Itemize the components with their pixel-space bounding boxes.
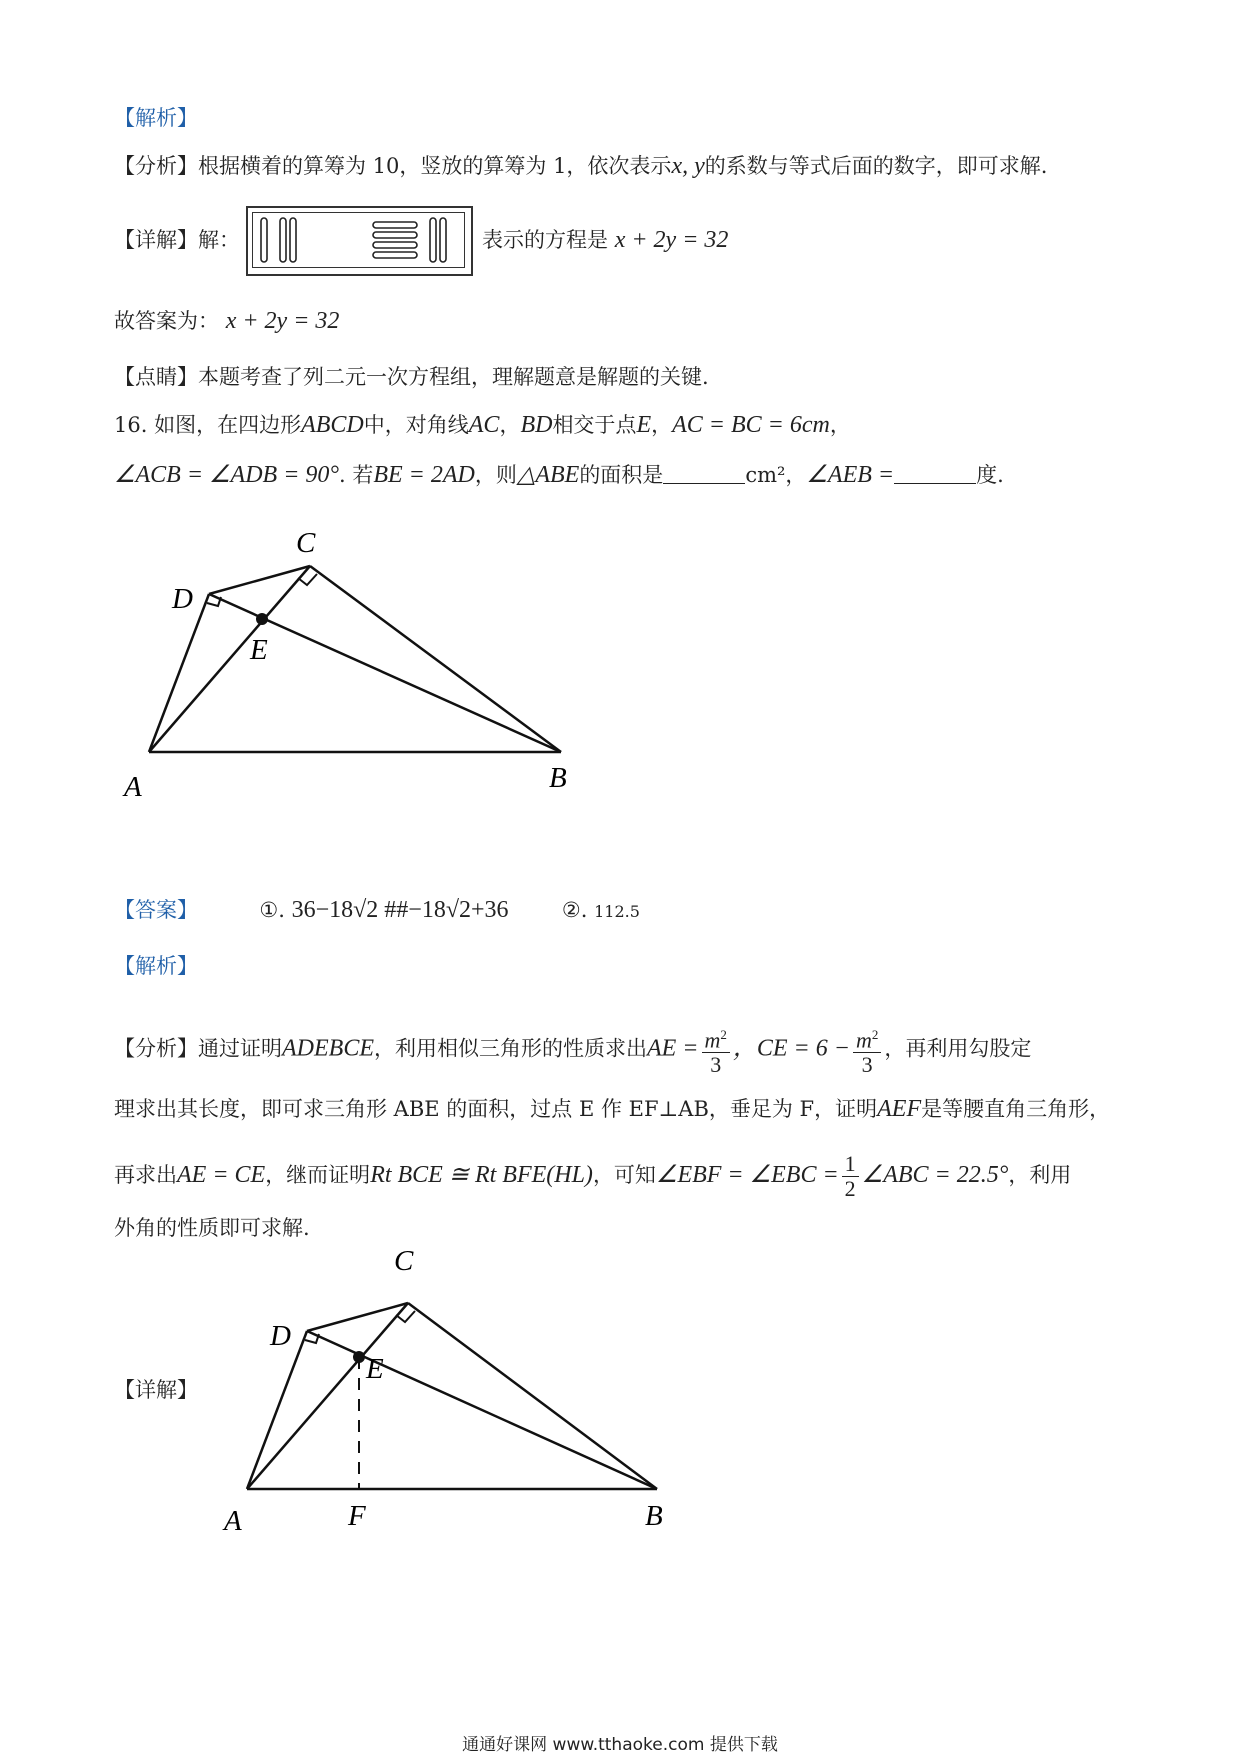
q16-unit2: 度. <box>976 463 1004 487</box>
rod-equation: x + 2y = 32 <box>614 227 729 253</box>
answer-prefix: 故答案为： <box>114 309 219 333</box>
q16-text: 的面积是 <box>579 463 664 487</box>
frac1-sup: 2 <box>720 1027 727 1042</box>
q16-unit1: cm² <box>745 463 786 487</box>
fraction-m2-over-3-b <box>853 1023 881 1077</box>
answer-value-1: 36−18√2 ##−18√2+36 <box>291 897 509 923</box>
frac2-den: 3 <box>861 1052 873 1078</box>
fenxi2-text: ，继而证明 <box>265 1163 371 1187</box>
fenxi2-line-4 <box>114 1214 310 1242</box>
q16-text: ， <box>829 413 851 437</box>
page-footer: 通通好课网 www.tthaoke.com 提供下载 <box>462 1735 778 1755</box>
fenxi2-angle-abc: ∠ABC = 22.5° <box>861 1162 1009 1188</box>
fenxi2-text: ，再利用勾股定 <box>884 1036 1032 1061</box>
q16-cond3: BE = 2AD <box>373 462 475 488</box>
xiangjie2-tag: 【详解】 <box>114 1378 198 1402</box>
q16-text: 如图，在四边形 <box>154 413 302 437</box>
xiangjie-text: 解： <box>198 228 240 252</box>
answer-tag: 【答案】 <box>114 898 198 922</box>
fenxi2-tri-aef: AEF <box>877 1096 922 1122</box>
fig1-label-a: A <box>124 771 142 803</box>
fenxi-tag: 【分析】 <box>114 154 198 178</box>
fenxi2-text: ，可知 <box>592 1163 656 1187</box>
q16-text: ， <box>499 413 521 437</box>
fenxi-text: 根据横着的算筹为 10，竖放的算筹为 1，依次表示 <box>198 154 672 178</box>
xiangjie-tag: 【详解】 <box>114 228 198 252</box>
fenxi2-ae: AE = <box>646 1035 699 1062</box>
fig2-label-e: E <box>366 1353 384 1385</box>
q16-text: ， <box>651 413 673 437</box>
fenxi2-line-3 <box>114 1152 1071 1201</box>
q16-e: E <box>636 412 652 438</box>
answer-num-2: ②. <box>561 898 588 922</box>
jiexi-heading-2: 【解析】 <box>114 954 198 978</box>
q16-number: 16. <box>114 413 148 437</box>
fenxi2-tag: 【分析】 <box>114 1036 198 1061</box>
fig2-label-b: B <box>645 1500 663 1532</box>
half-num: 1 <box>842 1152 859 1177</box>
fenxi2-ae-ce: AE = CE <box>177 1162 266 1188</box>
fraction-one-half <box>842 1152 859 1201</box>
frac2-sup: 2 <box>871 1027 879 1042</box>
q16-triangle: △ABE <box>516 462 580 488</box>
dianjing-tag: 【点睛】 <box>114 365 198 389</box>
fraction-m2-over-3 <box>702 1023 730 1077</box>
fig2-label-d: D <box>270 1320 291 1352</box>
answer-equation: x + 2y = 32 <box>225 308 340 334</box>
frac1-den: 3 <box>710 1052 722 1078</box>
half-den: 2 <box>844 1176 856 1201</box>
q16-abcd: ABCD <box>301 412 364 438</box>
fenxi2-ce: ，CE = 6 − <box>732 1035 850 1062</box>
q16-ac: AC <box>468 412 500 438</box>
fenxi2-text: ，利用相似三角形的性质求出 <box>373 1036 647 1061</box>
fenxi2-line-2 <box>114 1095 1110 1123</box>
fenxi2-text: 通过证明 <box>198 1036 282 1061</box>
fenxi2-text: 是等腰直角三角形， <box>921 1097 1111 1121</box>
rod-after-text: 表示的方程是 <box>482 228 608 252</box>
q16-text: . 若 <box>339 463 374 487</box>
fenxi2-text: ，利用 <box>1008 1163 1072 1187</box>
frac1-num: m <box>704 1027 721 1053</box>
answer-num-1: ①. <box>259 898 285 922</box>
geometry-figure-2 <box>0 1240 1240 1540</box>
fenxi2-tri-ade: ADE <box>282 1035 329 1062</box>
fig2-label-c: C <box>394 1245 414 1277</box>
fig1-label-e: E <box>250 634 268 666</box>
q16-cond2: ∠ACB = ∠ADB = 90° <box>114 462 339 488</box>
fenxi2-text: 外角的性质即可求解. <box>114 1216 310 1240</box>
frac2-num: m <box>855 1027 872 1053</box>
q16-text: 中，对角线 <box>363 413 469 437</box>
q16-angle: ∠AEB = <box>806 462 895 488</box>
q16-text: ，则 <box>474 463 517 487</box>
fig2-label-f: F <box>348 1500 366 1532</box>
answer-line <box>114 896 640 926</box>
q16-text: ， <box>785 463 807 487</box>
fenxi-vars: x, y <box>671 153 705 179</box>
fig1-label-d: D <box>172 583 193 615</box>
fenxi2-line-1 <box>114 1023 1031 1077</box>
answer-value-2: 112.5 <box>594 902 640 921</box>
fenxi-text2: 的系数与等式后面的数字，即可求解. <box>704 154 1048 178</box>
fenxi2-tri-bce: BCE <box>328 1035 374 1062</box>
fig1-label-b: B <box>549 762 567 794</box>
fig2-label-a: A <box>224 1505 242 1537</box>
fig1-label-c: C <box>296 527 316 559</box>
q16-bd: BD <box>520 412 553 438</box>
q16-cond1: AC = BC = 6cm <box>672 412 830 438</box>
dianjing-text: 本题考查了列二元一次方程组，理解题意是解题的关键. <box>198 365 709 389</box>
fenxi2-congruence: Rt BCE ≅ Rt BFE(HL) <box>370 1162 593 1188</box>
fenxi2-text: 再求出 <box>114 1163 177 1187</box>
fenxi2-text: 理求出其长度，即可求三角形 ABE 的面积，过点 E 作 EF⊥AB，垂足为 F，证明 <box>114 1097 878 1121</box>
q16-text: 相交于点 <box>552 413 637 437</box>
fenxi2-angle-eq: ∠EBF = ∠EBC = <box>655 1162 839 1188</box>
jiexi-heading: 【解析】 <box>114 106 198 130</box>
geometry-figure-1 <box>0 0 1240 820</box>
